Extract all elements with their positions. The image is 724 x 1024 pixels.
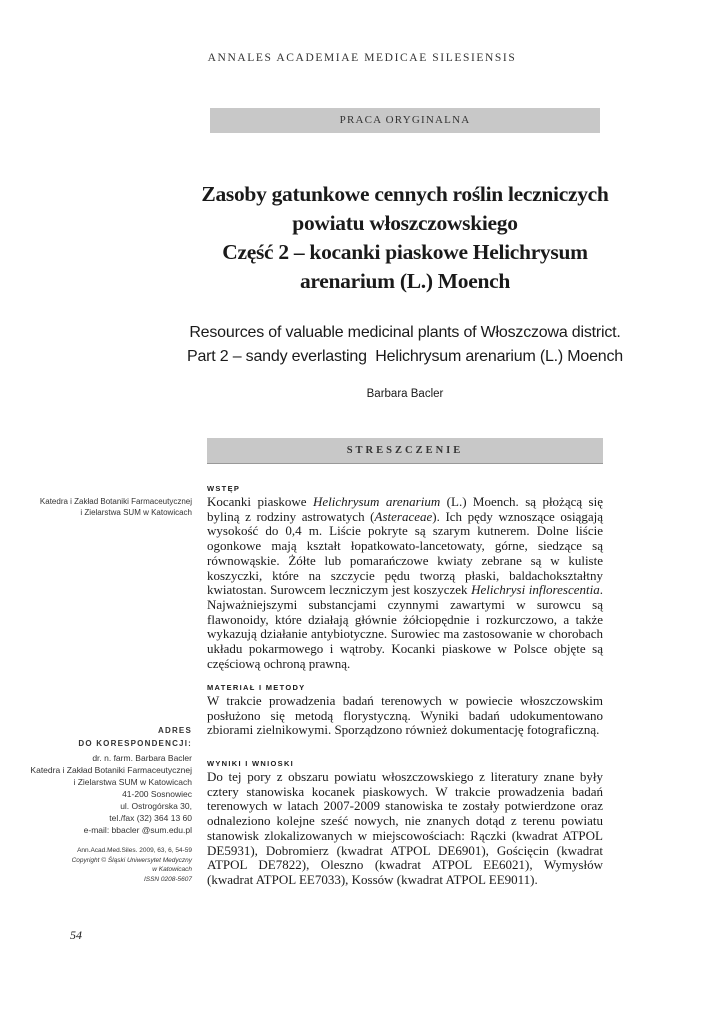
title-pl-line: Część 2 – kocanki piaskowe Helichrysum	[222, 240, 588, 264]
author: Barbara Bacler	[366, 388, 444, 400]
correspondence-heading-line: ADRES	[157, 726, 192, 735]
section-introduction	[207, 484, 603, 671]
address-line: ul. Ostrogórska 30,	[120, 801, 192, 811]
affiliation-line: Katedra i Zakład Botaniki Farmaceutycznej	[39, 497, 192, 506]
text-run: . Najważniejszymi substancjami czynnymi zawartymi w surowcu są flawonoidy, które działają głównie żółciopędnie i rozkurczowo, a także wykazują działanie antybiotyczne. Surowiec ma zastosowanie w chorobach układu pokarmowego i wątroby. Kocanki piaskowe w Polsce objęte są częściową ochroną prawną.	[207, 582, 603, 671]
abstract-banner: STRESZCZENIE	[207, 438, 603, 464]
title-en-line: Part 2 – sandy everlasting Helichrysum arenarium (L.) Moench	[187, 348, 623, 365]
section-results	[207, 759, 603, 888]
section-heading: WSTĘP	[207, 484, 241, 493]
title-polish	[150, 180, 660, 296]
section-methods	[207, 683, 603, 738]
section-text: W trakcie prowadzenia badań terenowych w powiecie włoszczowskim posłużono się metodą florystyczną. Wyniki badań udokumentowano zbiorami zielnikowymi. Sporządzono również dokumentację fotograficzną.	[207, 693, 603, 738]
section-text	[207, 495, 603, 671]
address-line: dr. n. farm. Barbara Bacler	[92, 753, 192, 763]
text-run: ). Ich pędy wznoszące osiągają wysokość do 0,4 m. Liście pokryte są szarym kutnerem. Dolne liście ogonkowe mają kształt łopatkowato-lancetowaty, górne, siedzące są równowąskie. Żółte lub pomarańczowe kwiaty zebrane są w kuliste koszyczki, które na szczycie pędu tworzą płaski, baldachokształtny kwiatostan. Surowcem leczniczym jest koszyczek	[207, 508, 603, 598]
text-run: (L.) Moench. są płożącą się byliną z rodziny astrowatych (	[207, 494, 603, 524]
journal-name: ANNALES ACADEMIAE MEDICAE SILESIENSIS	[207, 52, 517, 64]
section-heading: MATERIAŁ I METODY	[207, 683, 306, 692]
section-heading: WYNIKI I WNIOSKI	[207, 759, 295, 768]
affiliation	[12, 496, 192, 518]
text-run-italic: Helichrysum arenarium	[312, 494, 441, 509]
correspondence-heading-line: DO KORESPONDENCJI:	[78, 739, 192, 748]
correspondence-address	[12, 752, 192, 836]
citation-line: Ann.Acad.Med.Siles. 2009, 63, 6, 54-59	[77, 847, 192, 854]
citation-line: w Katowicach	[152, 866, 192, 873]
address-line: 41-200 Sosnowiec	[122, 789, 192, 799]
address-line: i Zielarstwa SUM w Katowicach	[73, 777, 192, 787]
citation-line: Copyright © Śląski Uniwersytet Medyczny	[71, 856, 192, 864]
text-run: Kocanki piaskowe	[207, 494, 313, 509]
email-link[interactable]: e-mail: bbacler @sum.edu.pl	[83, 825, 192, 835]
section-text: Do tej pory z obszaru powiatu włoszczowskiego z literatury znane były cztery stanowiska kocanek piaskowych. W trakcie prowadzenia badań terenowych w latach 2007-2009 stanowiska te zostały potwierdzone oraz odnaleziono kolejne sześć nowych, nie znanych dotąd z terenu powiatu stanowisk zlokalizowanych w miejscowościach: Rączki (kwadrat ATPOL DE5931), Dobromierz (kwadrat ATPOL DE6901), Gościęcin (kwadrat ATPOL DE7822), Oleszno (kwadrat ATPOL EE6021), Wymysłów (kwadrat ATPOL EE7033), Kossów (kwadrat ATPOL EE9011).	[207, 769, 603, 887]
page-number: 54	[70, 928, 82, 942]
citation-info	[12, 846, 192, 884]
title-pl-line: arenarium (L.) Moench	[299, 269, 511, 293]
text-run-italic: Helichrysi inflorescentia	[471, 582, 600, 598]
article-type-banner: PRACA ORYGINALNA	[210, 108, 600, 133]
address-line: Katedra i Zakład Botaniki Farmaceutycznej	[30, 765, 192, 775]
title-en-line: Resources of valuable medicinal plants of Włoszczowa district.	[189, 324, 621, 341]
title-pl-line: Zasoby gatunkowe cennych roślin leczniczych	[201, 182, 609, 206]
affiliation-line: i Zielarstwa SUM w Katowicach	[80, 508, 192, 517]
citation-line: ISSN 0208-5607	[143, 875, 192, 883]
address-line: tel./fax (32) 364 13 60	[109, 813, 192, 823]
correspondence-heading	[12, 724, 192, 750]
title-pl-line: powiatu włoszczowskiego	[292, 211, 518, 235]
text-run-italic: Asteraceae	[374, 508, 433, 524]
title-english	[150, 321, 660, 369]
